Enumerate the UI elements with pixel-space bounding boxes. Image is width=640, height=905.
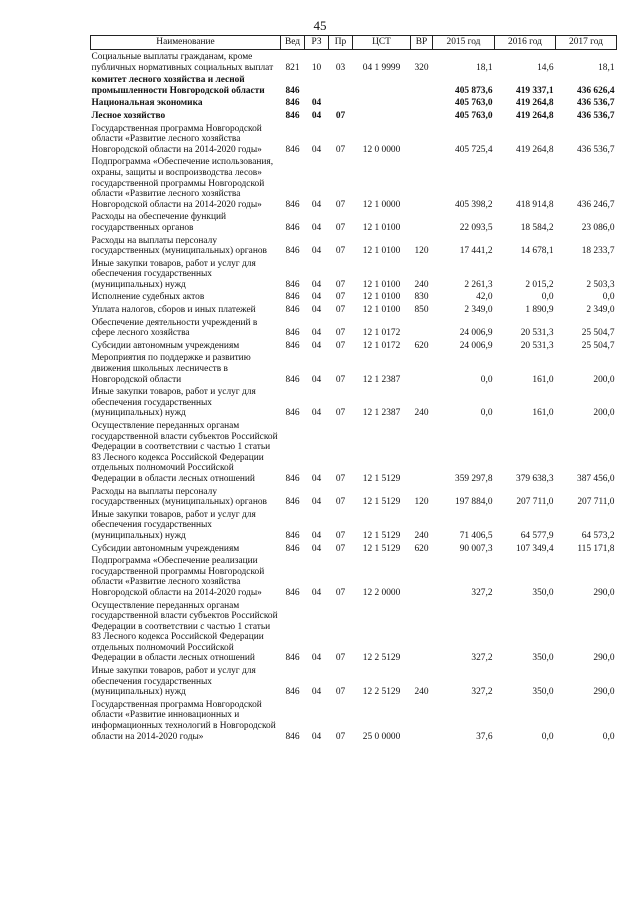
header-cst: ЦСТ (353, 36, 411, 50)
cell-vr: 120 (414, 246, 429, 257)
cell-2016: 161,0 (532, 408, 554, 419)
cell-vr: 240 (414, 530, 429, 541)
cell-2017: 2 503,3 (586, 279, 615, 290)
cell-vr (411, 109, 433, 122)
cell-2017: 436 536,7 (577, 144, 615, 155)
cell-pr: 07 (335, 653, 346, 664)
cell-rz: 04 (311, 292, 322, 303)
cell-2017: 2 349,0 (586, 305, 615, 316)
cell-name: Осуществление переданных органам государственной власти субъектов Российской Федерации в соответствии с частью 1 статьи 83 Лесного кодекса Российской Федерации отдельных полномочий Российской Федерации в области лесных отношений (91, 421, 278, 484)
page-number: 45 (313, 18, 327, 33)
table-row (91, 351, 617, 385)
cell-2015: 24 006,9 (459, 340, 493, 351)
cell-rz: 04 (311, 222, 322, 233)
table-row (91, 122, 617, 156)
cell-2016: 64 577,9 (520, 530, 554, 541)
cell-2015: 22 093,5 (459, 222, 493, 233)
cell-2017: 64 573,2 (581, 530, 615, 541)
cell-ved: 846 (285, 85, 300, 96)
header-rz: РЗ (305, 36, 329, 50)
cell-vr: 120 (414, 497, 429, 508)
cell-2017: 18,1 (598, 62, 615, 73)
cell-pr: 07 (335, 408, 346, 419)
cell-pr: 07 (335, 144, 346, 155)
cell-2015: 71 406,5 (459, 530, 493, 541)
cell-cst: 12 2 5129 (362, 687, 401, 698)
table-row (91, 73, 617, 96)
cell-rz: 04 (311, 199, 322, 210)
cell-ved: 846 (285, 497, 300, 508)
cell-2015: 327,2 (471, 587, 493, 598)
cell-cst: 12 1 5129 (362, 497, 401, 508)
cell-cst: 12 2 5129 (362, 653, 401, 664)
cell-cst (353, 109, 411, 122)
cell-ved: 846 (285, 530, 300, 541)
cell-2015: 0,0 (480, 408, 493, 419)
cell-2015: 359 297,8 (455, 473, 493, 484)
cell-2015: 2 261,3 (464, 279, 493, 290)
cell-ved: 846 (285, 543, 300, 554)
cell-2017: 200,0 (593, 408, 615, 419)
cell-pr: 07 (335, 246, 346, 257)
cell-2017: 25 504,7 (581, 328, 615, 339)
budget-table (90, 35, 617, 742)
cell-2015: 18,1 (476, 62, 493, 73)
cell-vr (411, 96, 433, 109)
cell-pr: 07 (335, 222, 346, 233)
cell-rz: 04 (311, 687, 322, 698)
cell-2016: 418 914,8 (516, 199, 554, 210)
cell-ved: 846 (285, 687, 300, 698)
cell-2017: 0,0 (602, 292, 615, 303)
cell-2015: 327,2 (471, 687, 493, 698)
cell-cst: 12 1 5129 (362, 530, 401, 541)
cell-2015: 405 873,6 (455, 85, 493, 96)
cell-ved: 846 (285, 246, 300, 257)
cell-name: Национальная экономика (91, 98, 203, 109)
cell-pr: 07 (335, 199, 346, 210)
table-row (91, 599, 617, 665)
cell-2016: 0,0 (541, 292, 554, 303)
cell-2016: 20 531,3 (520, 340, 554, 351)
cell-name: Расходы на выплаты персоналу государственных (муниципальных) органов (91, 235, 267, 257)
cell-cst: 12 1 5129 (362, 473, 401, 484)
cell-vr (411, 698, 433, 742)
cell-ved: 846 (285, 279, 300, 290)
cell-cst (353, 96, 411, 109)
cell-name: Расходы на обеспечение функций государственных органов (91, 212, 226, 233)
cell-2016: 350,0 (532, 687, 554, 698)
cell-2016: 419 264,8 (516, 110, 554, 121)
cell-2016: 2 015,2 (525, 279, 554, 290)
cell-ved: 846 (285, 731, 300, 742)
cell-rz: 04 (311, 110, 322, 121)
cell-pr: 07 (335, 473, 346, 484)
cell-2016: 350,0 (532, 653, 554, 664)
cell-rz: 04 (311, 653, 322, 664)
cell-rz: 04 (311, 497, 322, 508)
cell-name: Субсидии автономным учреждениям (91, 543, 240, 554)
cell-2016: 379 638,3 (516, 473, 554, 484)
cell-ved: 846 (285, 473, 300, 484)
table-row (91, 257, 617, 291)
cell-name: Мероприятия по поддержке и развитию движения школьных лесничеств в Новгородской области (91, 353, 251, 385)
cell-2015: 0,0 (480, 374, 493, 385)
cell-rz: 04 (311, 543, 322, 554)
cell-pr: 07 (335, 374, 346, 385)
cell-ved: 846 (285, 199, 300, 210)
cell-name: Расходы на выплаты персоналу государственных (муниципальных) органов (91, 486, 267, 508)
table-body (91, 50, 617, 743)
cell-rz: 04 (311, 328, 322, 339)
cell-2017: 0,0 (602, 731, 615, 742)
cell-pr: 07 (335, 543, 346, 554)
cell-ved: 846 (285, 144, 300, 155)
cell-vr: 240 (414, 279, 429, 290)
cell-2017: 290,0 (593, 687, 615, 698)
cell-pr: 07 (335, 587, 346, 598)
cell-2016: 1 890,9 (525, 305, 554, 316)
cell-name: Иные закупки товаров, работ и услуг для обеспечения государственных (муниципальных) нужд (91, 666, 256, 698)
cell-name: Подпрограмма «Обеспечение реализации государственной программы Новгородской области «Развитие лесного хозяйства Новгородской области на 2014-2020 годы» (91, 556, 265, 598)
cell-2016: 207 711,0 (516, 497, 554, 508)
cell-2017: 290,0 (593, 653, 615, 664)
cell-cst: 12 1 0100 (362, 292, 401, 303)
cell-rz: 04 (311, 530, 322, 541)
cell-cst: 12 1 2387 (362, 374, 401, 385)
cell-2017: 436 536,7 (577, 110, 615, 121)
cell-ved: 846 (285, 292, 300, 303)
cell-2017: 207 711,0 (577, 497, 615, 508)
cell-cst: 25 0 0000 (362, 731, 401, 742)
cell-name: Осуществление переданных органам государственной власти субъектов Российской Федерации в соответствии с частью 1 статьи 83 Лесного кодекса Российской Федерации отдельных полномочий Российской Федерации в области лесных отношений (91, 600, 278, 664)
cell-2015: 405 398,2 (455, 199, 493, 210)
cell-name: Субсидии автономным учреждениям (91, 340, 240, 351)
cell-name: Государственная программа Новгородской области «Развитие лесного хозяйства Новгородской области на 2014-2020 годы» (91, 123, 262, 155)
cell-cst: 12 2 0000 (362, 587, 401, 598)
header-vr: ВР (411, 36, 433, 50)
cell-rz: 04 (311, 98, 322, 109)
cell-pr (329, 96, 353, 109)
cell-2017: 18 233,7 (581, 246, 615, 257)
cell-pr: 07 (335, 687, 346, 698)
table-row (91, 316, 617, 339)
cell-ved: 846 (285, 587, 300, 598)
cell-2017: 200,0 (593, 374, 615, 385)
cell-vr: 320 (414, 62, 429, 73)
cell-2017: 436 626,4 (577, 85, 615, 96)
table-row (91, 419, 617, 485)
table-row (91, 109, 617, 122)
cell-2015: 197 884,0 (455, 497, 493, 508)
cell-2015: 90 007,3 (459, 543, 493, 554)
cell-name: Уплата налогов, сборов и иных платежей (91, 305, 256, 316)
cell-2017: 23 086,0 (581, 222, 615, 233)
cell-ved: 821 (285, 62, 300, 73)
cell-pr: 07 (335, 497, 346, 508)
cell-cst: 12 0 0000 (362, 144, 401, 155)
cell-vr: 830 (414, 292, 429, 303)
table-row (91, 210, 617, 233)
cell-2015: 405 725,4 (455, 144, 493, 155)
cell-name: Подпрограмма «Обеспечение использования, охраны, защиты и воспроизводства лесов» государственной программы Новгородской области «Развитие лесного хозяйства Новгородской области на 2014-2020 годы» (91, 157, 274, 210)
cell-ved: 846 (285, 653, 300, 664)
cell-2016: 20 531,3 (520, 328, 554, 339)
cell-rz: 04 (311, 731, 322, 742)
cell-ved: 846 (285, 328, 300, 339)
header-2015: 2015 год (433, 36, 495, 50)
cell-2017: 115 171,8 (577, 543, 615, 554)
cell-pr: 07 (335, 279, 346, 290)
cell-pr: 07 (335, 292, 346, 303)
cell-name: Государственная программа Новгородской области «Развитие инновационных и информационных технологий в Новгородской области на 2014-2020 годы» (91, 699, 276, 742)
cell-cst: 12 1 0000 (362, 199, 401, 210)
cell-ved: 846 (285, 98, 300, 109)
table-row (91, 303, 617, 316)
cell-rz: 04 (311, 374, 322, 385)
cell-vr: 240 (414, 687, 429, 698)
cell-cst: 04 1 9999 (362, 62, 401, 73)
cell-rz: 04 (311, 587, 322, 598)
cell-2015: 24 006,9 (459, 328, 493, 339)
cell-vr (411, 554, 433, 598)
cell-2016: 18 584,2 (520, 222, 554, 233)
header-ved: Вед (281, 36, 305, 50)
cell-pr: 07 (335, 328, 346, 339)
cell-rz: 04 (311, 246, 322, 257)
cell-2015: 327,2 (471, 653, 493, 664)
table-row (91, 542, 617, 555)
table-row (91, 664, 617, 698)
cell-vr (411, 210, 433, 233)
cell-2015: 405 763,0 (455, 110, 493, 121)
header-2016: 2016 год (495, 36, 556, 50)
cell-pr: 07 (335, 731, 346, 742)
cell-rz: 04 (311, 305, 322, 316)
table-row (91, 290, 617, 303)
cell-cst: 12 1 5129 (362, 543, 401, 554)
cell-vr: 620 (414, 543, 429, 554)
cell-vr (411, 155, 433, 210)
cell-2016: 419 264,8 (516, 144, 554, 155)
cell-name: Социальные выплаты гражданам, кроме публичных нормативных социальных выплат (91, 52, 274, 73)
cell-name: комитет лесного хозяйства и лесной промышленности Новгородской области (91, 75, 265, 96)
table-row (91, 50, 617, 74)
cell-2015: 2 349,0 (464, 305, 493, 316)
cell-vr (411, 351, 433, 385)
cell-2017: 25 504,7 (581, 340, 615, 351)
cell-vr (411, 73, 433, 96)
cell-cst: 12 1 0100 (362, 222, 401, 233)
table-row (91, 554, 617, 598)
cell-pr: 07 (335, 305, 346, 316)
cell-vr (411, 316, 433, 339)
cell-2016: 350,0 (532, 587, 554, 598)
cell-pr: 07 (335, 340, 346, 351)
cell-ved: 846 (285, 305, 300, 316)
cell-2015: 37,6 (476, 731, 493, 742)
table-row (91, 485, 617, 508)
cell-2016: 14,6 (537, 62, 554, 73)
cell-ved: 846 (285, 110, 300, 121)
header-name: Наименование (91, 36, 281, 50)
cell-cst: 12 1 0172 (362, 340, 401, 351)
cell-rz: 04 (311, 279, 322, 290)
cell-ved: 846 (285, 222, 300, 233)
cell-cst (353, 73, 411, 96)
cell-vr: 850 (414, 305, 429, 316)
cell-cst: 12 1 2387 (362, 408, 401, 419)
cell-vr (411, 599, 433, 665)
cell-cst: 12 1 0100 (362, 305, 401, 316)
cell-pr: 03 (335, 62, 346, 73)
cell-rz (305, 73, 329, 96)
cell-2017: 387 456,0 (577, 473, 615, 484)
table-row (91, 234, 617, 257)
header-2017: 2017 год (556, 36, 617, 50)
cell-name: Иные закупки товаров, работ и услуг для обеспечения государственных (муниципальных) нужд (91, 258, 256, 290)
cell-ved: 846 (285, 340, 300, 351)
cell-2017: 436 536,7 (577, 98, 615, 109)
cell-2017: 290,0 (593, 587, 615, 598)
table-row (91, 96, 617, 109)
cell-cst: 12 1 0100 (362, 246, 401, 257)
cell-pr: 07 (335, 530, 346, 541)
table-row (91, 339, 617, 352)
cell-ved: 846 (285, 374, 300, 385)
cell-rz: 04 (311, 473, 322, 484)
cell-rz: 04 (311, 408, 322, 419)
table-row (91, 155, 617, 210)
cell-rz: 04 (311, 340, 322, 351)
table-row (91, 508, 617, 542)
cell-2016: 419 337,1 (516, 85, 554, 96)
cell-rz: 04 (311, 144, 322, 155)
cell-name: Иные закупки товаров, работ и услуг для обеспечения государственных (муниципальных) нужд (91, 509, 256, 541)
cell-vr (411, 122, 433, 156)
cell-2015: 405 763,0 (455, 98, 493, 109)
cell-name: Лесное хозяйство (91, 110, 166, 121)
table-row (91, 698, 617, 742)
cell-2015: 17 441,2 (459, 246, 493, 257)
cell-2017: 436 246,7 (577, 199, 615, 210)
cell-2016: 14 678,1 (520, 246, 554, 257)
cell-cst: 12 1 0172 (362, 328, 401, 339)
cell-ved: 846 (285, 408, 300, 419)
cell-cst: 12 1 0100 (362, 279, 401, 290)
cell-name: Исполнение судебных актов (91, 292, 205, 303)
table-row (91, 385, 617, 419)
cell-2016: 0,0 (541, 731, 554, 742)
cell-2016: 419 264,8 (516, 98, 554, 109)
cell-name: Иные закупки товаров, работ и услуг для обеспечения государственных (муниципальных) нужд (91, 387, 256, 419)
cell-2015: 42,0 (476, 292, 493, 303)
cell-pr (329, 73, 353, 96)
table-header-row (91, 36, 617, 50)
cell-pr: 07 (335, 110, 346, 121)
cell-rz: 10 (311, 62, 322, 73)
header-pr: Пр (329, 36, 353, 50)
cell-2016: 161,0 (532, 374, 554, 385)
cell-vr (411, 419, 433, 485)
cell-name: Обеспечение деятельности учреждений в сфере лесного хозяйства (91, 317, 258, 339)
cell-2016: 107 349,4 (516, 543, 554, 554)
cell-vr: 240 (414, 408, 429, 419)
cell-vr: 620 (414, 340, 429, 351)
